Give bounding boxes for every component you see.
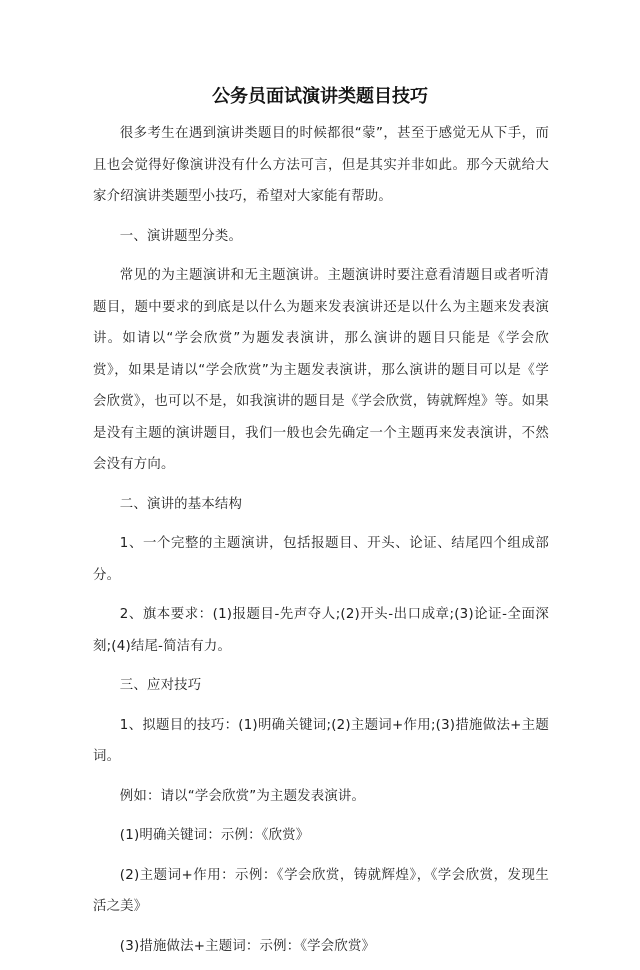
section-heading-techniques: 三、应对技巧 (119, 678, 202, 693)
paragraph-intro: 很多考生在遇到演讲类题目的时候都很“蒙”，甚至于感觉无从下手，而且也会觉得好像演讲没有什么方法可言，但是其实并非如此。那今天就给大家介绍演讲类题型小技巧，希望对大家能有帮助。 (93, 126, 549, 204)
paragraph-technique-1: 1、拟题目的技巧：(1)明确关键词;(2)主题词+作用;(3)措施做法+主题词。 (93, 717, 549, 764)
section-heading-types: 一、演讲题型分类。 (119, 228, 243, 244)
paragraph-structure-1: 1、一个完整的主题演讲，包括报题目、开头、论证、结尾四个组成部分。 (93, 536, 549, 583)
paragraph-example: 例如：请以“学会欣赏”为主题发表演讲。 (119, 788, 366, 804)
paragraph-example-1: (1)明确关键词：示例：《欣赏》 (119, 828, 310, 843)
paragraph-example-2: (2)主题词+作用：示例：《学会欣赏，铸就辉煌》，《学会欣赏，发现生活之美》 (93, 867, 549, 914)
paragraph-structure-2: 2、旗本要求：(1)报题目-先声夺人;(2)开头-出口成章;(3)论证-全面深刻;(4)结尾-简洁有力。 (93, 607, 549, 654)
document-title: 公务员面试演讲类题目技巧 (212, 86, 428, 107)
section-heading-structure: 二、演讲的基本结构 (119, 496, 243, 512)
document-body (93, 118, 549, 970)
paragraph-types: 常见的为主题演讲和无主题演讲。主题演讲时要注意看清题目或者听清题目，题中要求的到底是以什么为题来发表演讲还是以什么为主题来发表演讲。如请以“学会欣赏”为题发表演讲，那么演讲的题目只能是《学会欣赏》，如果是请以“学会欣赏”为主题发表演讲，那么演讲的题目可以是《学会欣赏》，也可以不是，如我演讲的题目是《学会欣赏，铸就辉煌》等。如果是没有主题的演讲题目，我们一般也会先确定一个主题再来发表演讲，不然会没有方向。 (93, 268, 549, 472)
paragraph-example-3: (3)措施做法+主题词：示例：《学会欣赏》 (119, 938, 376, 954)
